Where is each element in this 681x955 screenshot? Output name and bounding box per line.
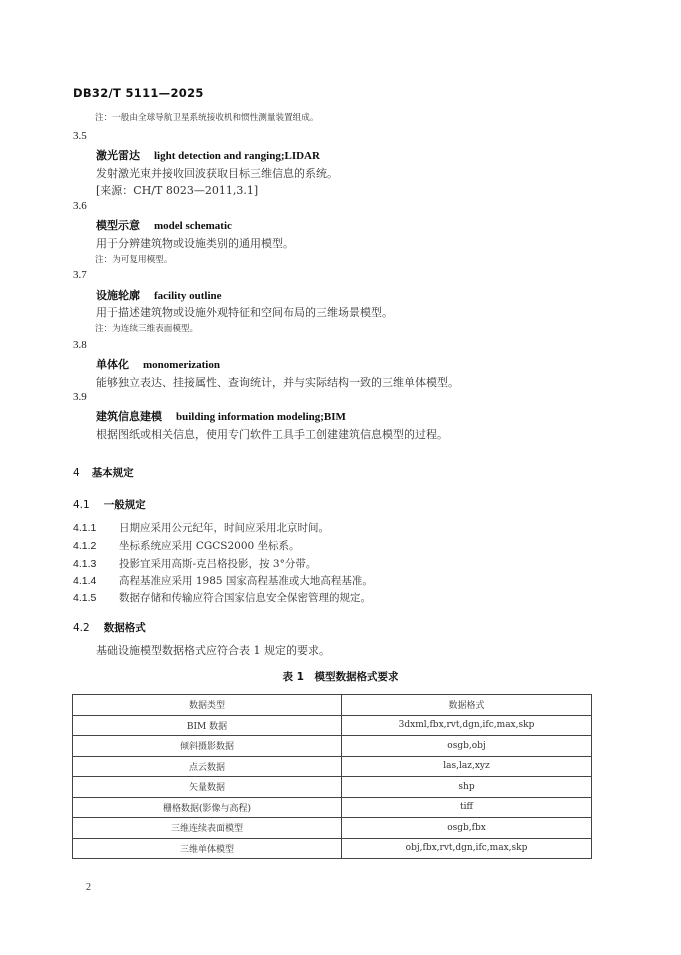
clause-4-1-4 xyxy=(73,573,373,588)
clause-number: 4.1.2 xyxy=(73,540,97,552)
term-definition: 能够独立表达、挂接属性、查询统计，并与实际结构一致的三维单体模型。 xyxy=(96,376,459,389)
term-definition: 发射激光束并接收回波获取目标三维信息的系统。 xyxy=(96,167,338,180)
term-zh: 模型示意 xyxy=(96,219,140,232)
term-definition: 用于分辨建筑物或设施类别的通用模型。 xyxy=(96,237,294,250)
table-header-cell: 数据格式 xyxy=(342,695,592,716)
term-zh: 单体化 xyxy=(96,358,129,371)
term-number-3-7: 3.7 xyxy=(73,269,87,281)
clause-4-1-2 xyxy=(73,538,300,553)
term-number-3-5: 3.5 xyxy=(73,130,87,142)
table-cell-format: tiff xyxy=(342,797,592,818)
table-cell-type: 矢量数据 xyxy=(73,777,342,798)
section-4-1-heading xyxy=(73,493,146,512)
table-row xyxy=(73,736,592,757)
table-cell-type: 三维连续表面模型 xyxy=(73,818,342,839)
table-cell-type: 点云数据 xyxy=(73,756,342,777)
term-source: [来源：CH/T 8023—2011,3.1] xyxy=(96,184,259,197)
term-en: model schematic xyxy=(154,220,232,232)
section-number: 4.2 xyxy=(73,622,90,634)
term-definition: 根据图纸或相关信息，使用专门软件工具手工创建建筑信息模型的过程。 xyxy=(96,428,448,441)
term-en: monomerization xyxy=(143,359,220,371)
term-zh: 激光雷达 xyxy=(96,149,140,162)
clause-number: 4.1.3 xyxy=(73,558,97,570)
table-caption: 表 1 模型数据格式要求 xyxy=(282,671,399,683)
table-header-row xyxy=(73,695,592,716)
section-title: 一般规定 xyxy=(103,499,146,511)
table-cell-format: 3dxml,fbx,rvt,dgn,ifc,max,skp xyxy=(342,715,592,736)
clause-number: 4.1.5 xyxy=(73,592,97,604)
clause-text: 高程基准应采用 1985 国家高程基准或大地高程基准。 xyxy=(119,575,373,587)
section-title: 数据格式 xyxy=(103,622,146,634)
note-navigation: 注：一般由全球导航卫星系统接收机和惯性测量装置组成。 xyxy=(95,113,319,123)
data-format-table xyxy=(72,694,592,859)
term-zh: 设施轮廓 xyxy=(96,289,140,302)
term-en: facility outline xyxy=(154,290,222,302)
table-cell-format: obj,fbx,rvt,dgn,ifc,max,skp xyxy=(342,838,592,859)
term-note: 注：为连续三维表面模型。 xyxy=(95,324,199,334)
clause-4-1-3 xyxy=(73,556,316,571)
term-number-3-6: 3.6 xyxy=(73,200,87,212)
clause-4-1-5 xyxy=(73,590,371,605)
table-cell-format: osgb,fbx xyxy=(342,818,592,839)
clause-number: 4.1.1 xyxy=(73,522,97,534)
section-4-2-heading xyxy=(73,616,146,635)
table-row xyxy=(73,838,592,859)
term-definition: 用于描述建筑物或设施外观特征和空间布局的三维场景模型。 xyxy=(96,306,393,319)
term-note: 注：为可复用模型。 xyxy=(95,255,173,265)
clause-4-1-1 xyxy=(73,520,329,535)
table-cell-type: 三维单体模型 xyxy=(73,838,342,859)
clause-number: 4.1.4 xyxy=(73,575,97,587)
term-number-3-9: 3.9 xyxy=(73,391,87,403)
term-title-model-schematic xyxy=(96,217,232,233)
table-row xyxy=(73,715,592,736)
table-row xyxy=(73,797,592,818)
clause-text: 数据存储和传输应符合国家信息安全保密管理的规定。 xyxy=(119,592,371,604)
table-cell-format: las,laz,xyz xyxy=(342,756,592,777)
table-row xyxy=(73,756,592,777)
term-en: light detection and ranging;LIDAR xyxy=(154,150,320,162)
table-cell-format: osgb,obj xyxy=(342,736,592,757)
table-row xyxy=(73,777,592,798)
term-number-3-8: 3.8 xyxy=(73,339,87,351)
table-cell-type: 栅格数据(影像与高程) xyxy=(73,797,342,818)
term-title-monomerization xyxy=(96,356,220,372)
clause-text: 日期应采用公元纪年，时间应采用北京时间。 xyxy=(119,522,329,534)
section-title: 基本规定 xyxy=(91,467,134,479)
section-number: 4.1 xyxy=(73,499,90,511)
document-id-header: DB32/T 5111—2025 xyxy=(73,86,204,100)
term-zh: 建筑信息建模 xyxy=(96,410,162,423)
clause-text: 投影宜采用高斯-克吕格投影，按 3°分带。 xyxy=(119,558,317,570)
section-number: 4 xyxy=(73,467,80,479)
table-header-cell: 数据类型 xyxy=(73,695,342,716)
term-title-lidar xyxy=(96,147,320,163)
term-en: building information modeling;BIM xyxy=(176,411,346,423)
section-4-2-intro: 基础设施模型数据格式应符合表 1 规定的要求。 xyxy=(96,644,330,657)
table-cell-format: shp xyxy=(342,777,592,798)
section-4-heading xyxy=(73,461,134,480)
page-number: 2 xyxy=(86,882,91,893)
term-title-bim xyxy=(96,408,346,424)
table-row xyxy=(73,818,592,839)
term-title-facility-outline xyxy=(96,287,222,303)
clause-text: 坐标系统应采用 CGCS2000 坐标系。 xyxy=(119,540,300,552)
table-cell-type: 倾斜摄影数据 xyxy=(73,736,342,757)
table-cell-type: BIM 数据 xyxy=(73,715,342,736)
